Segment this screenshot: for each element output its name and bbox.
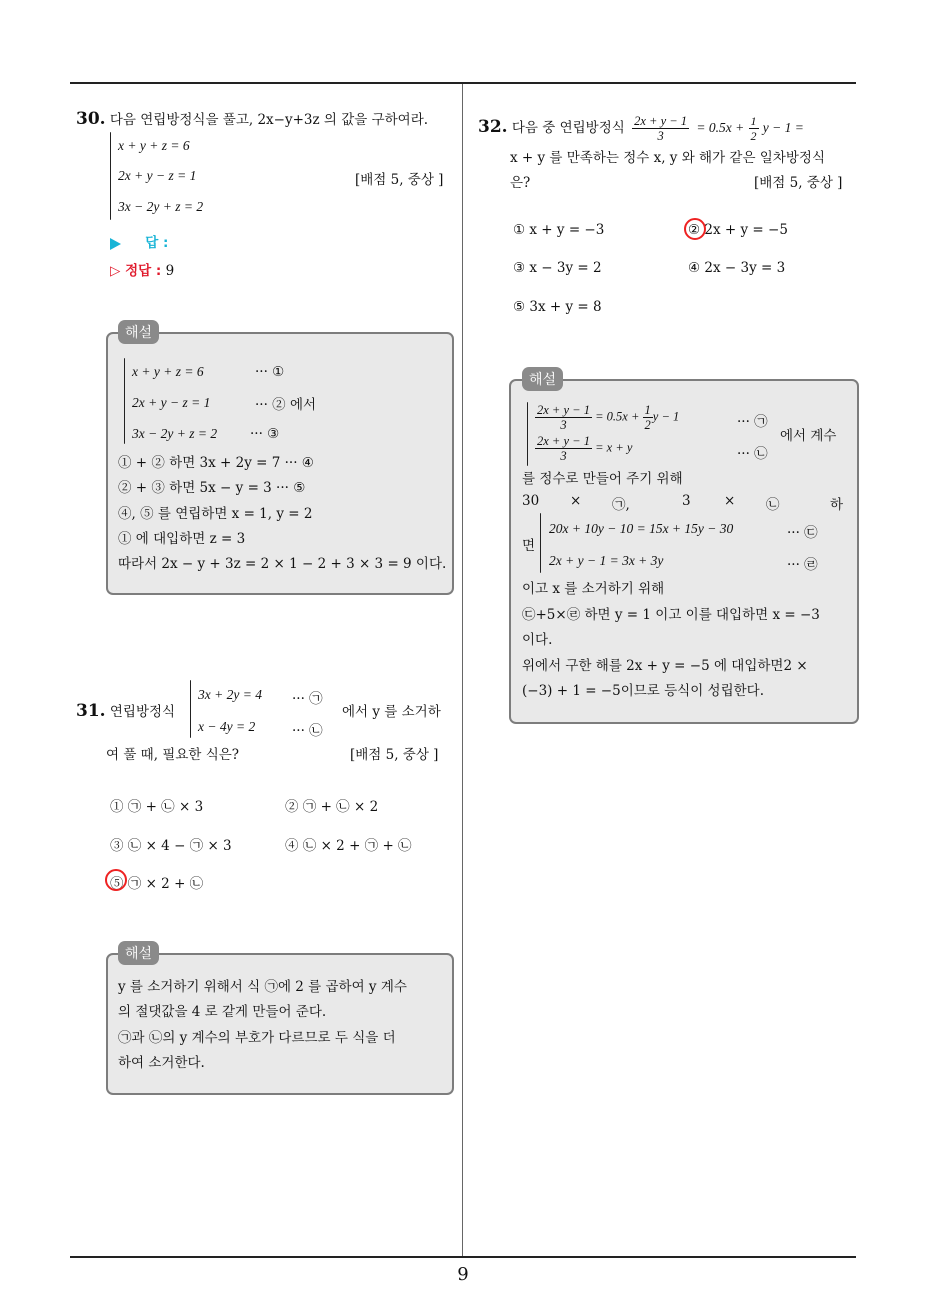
fraction-half: $\frac{1}{2}$ xyxy=(750,114,757,143)
solution-line: ① 에 대입하면 z = 3 xyxy=(118,531,246,547)
prompt-math: = 0.5x + xyxy=(696,120,745,135)
equation-3: 3x − 2y + z = 2 xyxy=(118,199,204,214)
question-prompt: 다음 연립방정식을 풀고, 2x−y+3z 의 값을 구하여라. xyxy=(109,112,429,128)
option-4[interactable]: ④ ㉡ × 2 + ㉠ + ㉡ xyxy=(285,838,412,854)
answer-label: 답 : xyxy=(145,235,169,251)
equation-1-mark: ··· ㉠ xyxy=(292,691,323,707)
solution-line: 이다. xyxy=(522,632,553,648)
solution-line: 의 절댓값을 4 로 같게 만들어 준다. xyxy=(118,1004,327,1020)
equation-1: x + y + z = 6 xyxy=(118,138,190,153)
equation-2: x − 4y = 2 xyxy=(198,719,256,734)
solution-token: × xyxy=(570,493,582,509)
solution-eq-1: x + y + z = 6 xyxy=(132,364,204,379)
solution-sys-1-mark: ··· ㉢ xyxy=(787,525,818,541)
correct-answer-label: ▷ 정답 : xyxy=(110,263,162,279)
equation-1: 3x + 2y = 4 xyxy=(198,687,262,702)
solution-eq-2-mark: ··· ② 에서 xyxy=(255,397,317,413)
solution-line: 면 xyxy=(522,538,536,554)
question-prompt: 다음 중 연립방정식 xyxy=(511,120,625,136)
option-3[interactable]: ③ ㉡ × 4 − ㉠ × 3 xyxy=(110,838,232,854)
answer-circle-mark xyxy=(105,869,127,891)
solution-tab: 해설 xyxy=(522,367,563,391)
solution-sys-1: 20x + 10y − 10 = 15x + 15y − 30 xyxy=(549,521,734,536)
equation-2-mark: ··· ㉡ xyxy=(292,723,323,739)
solution-sys-2-mark: ··· ㉣ xyxy=(787,557,818,573)
solution-token: 30 xyxy=(522,493,540,509)
solution-token: ㉡ xyxy=(766,497,780,513)
solution-line: ① + ② 하면 3x + 2y = 7 ··· ④ xyxy=(118,455,314,471)
question-prompt-cont: 여 풀 때, 필요한 식은? xyxy=(106,747,240,763)
solution-eq-3: 3x − 2y + z = 2 xyxy=(132,426,218,441)
page-number: 9 xyxy=(457,1264,469,1285)
solution-line: ② + ③ 하면 5x − y = 3 ··· ⑤ xyxy=(118,480,306,496)
solution-line: ㉠과 ㉡의 y 계수의 부호가 다르므로 두 식을 더 xyxy=(118,1030,396,1046)
question-prompt-cont: x + y 를 만족하는 정수 x, y 와 해가 같은 일차방정식 xyxy=(510,150,825,166)
option-1[interactable]: ① x + y = −3 xyxy=(513,222,605,238)
option-1[interactable]: ① ㉠ + ㉡ × 3 xyxy=(110,799,204,815)
option-3[interactable]: ③ x − 3y = 2 xyxy=(513,260,602,276)
column-divider xyxy=(462,84,463,1257)
solution-eq-1-mark: ··· ㉠ xyxy=(737,414,768,430)
equation-brace xyxy=(190,680,191,738)
equation-brace xyxy=(110,132,111,220)
option-4[interactable]: ④ 2x − 3y = 3 xyxy=(688,260,786,276)
solution-brace xyxy=(527,402,528,466)
score-label: [배점 5, 중상 ] xyxy=(754,175,843,191)
correct-answer-value: 9 xyxy=(165,263,175,279)
solution-line: 따라서 2x − y + 3z = 2 × 1 − 2 + 3 × 3 = 9 이다. xyxy=(118,556,447,572)
question-number: 30. xyxy=(76,109,106,129)
option-2[interactable]: ② 2x + y = −5 xyxy=(688,222,788,238)
fraction: $\frac{2x + y - 1}{3}$ xyxy=(634,114,688,143)
score-label: [배점 5, 중상 ] xyxy=(350,747,439,763)
solution-tab: 해설 xyxy=(118,941,159,965)
solution-eq-3-mark: ··· ③ xyxy=(250,426,280,442)
question-number: 31. xyxy=(76,701,106,721)
option-5[interactable]: ⑤ ㉠ × 2 + ㉡ xyxy=(110,876,204,892)
question-prompt-tail: 에서 y 를 소거하 xyxy=(342,704,441,720)
solution-line: ㉢+5×㉣ 하면 y = 1 이고 이를 대입하면 x = −3 xyxy=(522,607,820,623)
solution-eq-note: 에서 계수 xyxy=(780,428,837,444)
solution-line: y 를 소거하기 위해서 식 ㉠에 2 를 곱하여 y 계수 xyxy=(118,979,407,995)
prompt-math-end: y − 1 = xyxy=(762,120,804,135)
bottom-rule xyxy=(70,1256,856,1258)
solution-token: × xyxy=(724,493,736,509)
solution-eq-1: $\frac{2x + y - 1}{3}$ = 0.5x + $\frac{1}{2}$ y − 1 xyxy=(537,403,680,432)
play-icon xyxy=(110,238,121,250)
question-number: 32. xyxy=(478,117,508,137)
top-rule xyxy=(70,82,856,84)
solution-eq-1-mark: ··· ① xyxy=(255,364,285,380)
option-5[interactable]: ⑤ 3x + y = 8 xyxy=(513,299,602,315)
solution-tab: 해설 xyxy=(118,320,159,344)
solution-eq-2-mark: ··· ㉡ xyxy=(737,446,768,462)
option-2[interactable]: ② ㉠ + ㉡ × 2 xyxy=(285,799,379,815)
score-label: [배점 5, 중상 ] xyxy=(355,172,444,188)
equation-2: 2x + y − z = 1 xyxy=(118,168,197,183)
solution-eq-2: 2x + y − z = 1 xyxy=(132,395,211,410)
solution-line: 하여 소거한다. xyxy=(118,1055,205,1071)
solution-token: 하 xyxy=(830,497,844,513)
solution-eq-2: $\frac{2x + y - 1}{3}$ = x + y xyxy=(537,434,633,463)
solution-sys-2: 2x + y − 1 = 3x + 3y xyxy=(549,553,664,568)
solution-brace xyxy=(124,358,125,444)
solution-brace-2 xyxy=(540,513,541,573)
solution-line: 를 정수로 만들어 주기 위해 xyxy=(522,471,683,487)
question-prompt-cont2: 은? xyxy=(510,175,531,191)
solution-token: 3 xyxy=(682,493,691,509)
solution-line: ④, ⑤ 를 연립하면 x = 1, y = 2 xyxy=(118,506,313,522)
solution-token: ㉠, xyxy=(612,497,630,513)
solution-line: 이고 x 를 소거하기 위해 xyxy=(522,581,665,597)
question-prompt: 연립방정식 xyxy=(109,704,176,720)
solution-line: 위에서 구한 해를 2x + y = −5 에 대입하면2 × xyxy=(522,658,808,674)
answer-circle-mark xyxy=(684,218,706,240)
solution-line: (−3) + 1 = −5이므로 등식이 성립한다. xyxy=(522,683,764,699)
